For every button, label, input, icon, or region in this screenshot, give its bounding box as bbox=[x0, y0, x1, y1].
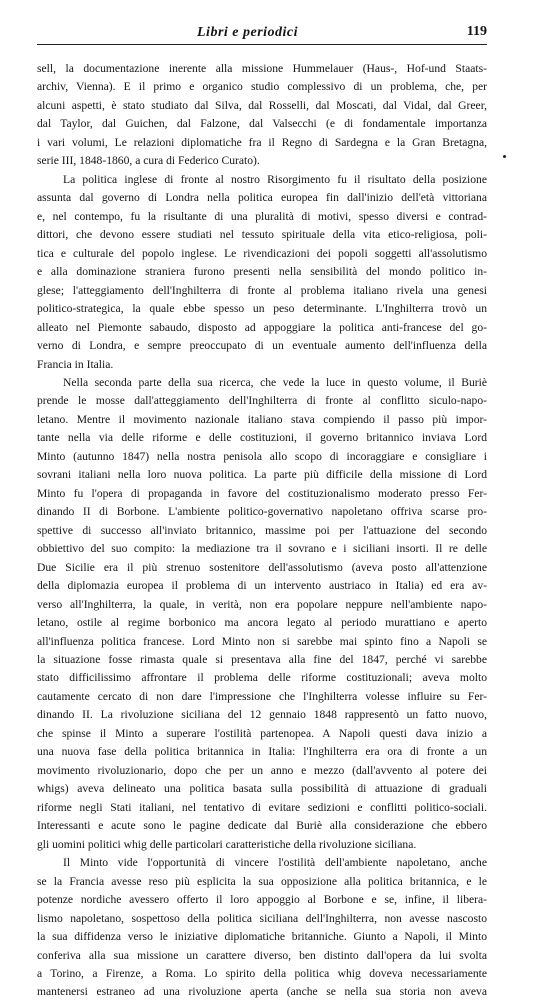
text-line: una nuova fase della politica britannica in Italia: l'Inghilterra era ora di fronte a un bbox=[37, 745, 487, 759]
text-line: letano, ostile al regime borbonico ma ancora legato al periodo murattiano e aperto bbox=[37, 616, 487, 630]
text-line: che spinse il Minto a superare l'ostilità partenopea. A Napoli questi dava inizio a bbox=[37, 726, 487, 740]
text-line: glese; l'atteggiamento dell'Inghilterra di fronte al problema italiano rivela una genesi bbox=[37, 283, 487, 297]
text-line: La politica inglese di fronte al nostro Risorgimento fu il risultato della posizione bbox=[63, 172, 487, 186]
text-line: dinando II di Borbone. L'ambiente politico-governativo napoletano offriva scarse pro- bbox=[37, 505, 487, 519]
text-line: whigs) aveva delineato una politica basata sulla possibilità di attuazione di graduali bbox=[37, 782, 487, 796]
page-number: 119 bbox=[466, 24, 487, 39]
text-line: obbiettivo del suo compito: la mediazione tra il sovrano e i siciliani insorti. Il re delle bbox=[37, 542, 487, 556]
text-line: mantenersi estraneo ad una rivoluzione aperta (anche se nella sua storia non aveva bbox=[37, 985, 487, 999]
text-line: sell, la documentazione inerente alla missione Hummelauer (Haus-, Hof-und Staats- bbox=[37, 62, 487, 75]
text-line: e, nel contempo, fu la risultante di una pluralità di motivi, spesso diversi e contrad- bbox=[37, 209, 487, 223]
text-line: stato difficilissimo affrontare il problema delle riforme costituzionali; aveva molto bbox=[37, 671, 487, 685]
text-line: i vari volumi, Le relazioni diplomatiche fra il Regno di Sardegna e la Gran Bretagna, bbox=[37, 135, 487, 149]
text-line: gli uomini politici whig delle particolari caratteristiche della rivoluzione siciliana. bbox=[37, 837, 417, 851]
text-line: cautamente cercato di non dare l'impressione che l'Inghilterra volesse influire su Fer- bbox=[37, 689, 487, 703]
text-line: della diplomazia europea il problema di un intervento austriaco in Italia) ed era av- bbox=[37, 579, 487, 593]
text-line: Due Sicilie era il più strenuo sostenitore dell'assolutismo (aveva posto all'attenzione bbox=[37, 560, 487, 574]
text-line: archiv, Vienna). E il primo e organico studio complessivo di un problema, che, per bbox=[37, 80, 487, 94]
text-line: la sua diffidenza verso le iniziative diplomatiche britanniche. Giunto a Napoli, il Minto bbox=[37, 930, 487, 944]
text-line: Francia in Italia. bbox=[37, 357, 114, 371]
text-line: movimento rivoluzionario, dopo che per un anno e mezzo (dall'avvento al potere dei bbox=[37, 763, 487, 777]
text-line: verno di Londra, e sempre preoccupato di un eventuale aumento dell'influenza della bbox=[37, 339, 487, 353]
body-text bbox=[37, 60, 487, 1002]
text-line: la situazione fosse rimasta quale si presentava alla fine del 1847, perché vi sarebbe bbox=[37, 653, 487, 666]
margin-dot-mark bbox=[503, 155, 506, 158]
text-line: Minto fu l'opera di propaganda in favore del costituzionalismo moderato presso Fer- bbox=[37, 486, 487, 500]
text-line: Nella seconda parte della sua ricerca, che vede la luce in questo volume, il Buriè bbox=[63, 375, 487, 389]
text-line: lismo napoletano, sospettoso della politica siciliana dell'Inghilterra, non avesse nascosto bbox=[37, 911, 487, 925]
text-line: dittori, che devono essere studiati nel tessuto spirituale della vita etico-religiosa, poli- bbox=[37, 228, 487, 242]
text-line: Interessanti e acute sono le pagine dedicate dal Buriè alla considerazione che ebbero bbox=[37, 819, 487, 833]
text-line: serie III, 1848-1860, a cura di Federico Curato). bbox=[37, 154, 260, 168]
text-line: se la Francia avesse reso più esplicita la sua opposizione alla politica britannica, e le bbox=[37, 874, 487, 888]
running-header bbox=[37, 22, 487, 45]
text-line: e alla dominazione straniera furono presenti nella sensibilità del mondo politico in- bbox=[37, 265, 487, 279]
text-line: alcuni aspetti, è stato studiato dal Silva, dal Rosselli, dal Moscati, dal Vidal, dal Greer, bbox=[37, 98, 487, 112]
text-line: Il Minto vide l'opportunità di vincere l'ostilità dell'ambiente napoletano, anche bbox=[63, 856, 487, 870]
text-line: Minto (autunno 1847) nella nostra penisola allo scopo di incoraggiare e consigliare i bbox=[37, 449, 487, 463]
text-line: tante nella via delle riforme e delle costituzioni, il governo britannico inviava Lord bbox=[37, 431, 487, 445]
text-line: prende le mosse dall'atteggiamento dell'Inghilterra di fronte al conflitto siculo-napo- bbox=[37, 394, 487, 408]
text-line: dal Taylor, dal Guichen, dal Falzone, dal Valsecchi (e di fondamentale importanza bbox=[37, 117, 487, 131]
text-line: conferiva alla sua missione un carattere diverso, ben distinto dall'opera da lui svolta bbox=[37, 948, 487, 962]
running-title: Libri e periodici bbox=[197, 25, 299, 40]
text-line: spettive di successo all'inviato britannico, massime poi per l'attuazione del secondo bbox=[37, 523, 487, 537]
text-line: tica e culturale del popolo inglese. Le rivendicazioni dei popoli soggetti all'assolutismo bbox=[37, 246, 487, 260]
text-line: assunta dal governo di Londra nella politica europea fin dall'inizio dell'età vittoriana bbox=[37, 191, 487, 205]
text-line: alleato nel Piemonte sabaudo, disposto ad appoggiare la politica anti-francese del go- bbox=[37, 320, 487, 334]
text-line: riforme negli Stati italiani, nel tentativo di evitare sedizioni e conflitti politico-sociali. bbox=[37, 800, 487, 814]
text-line: a Torino, a Firenze, a Roma. Lo spirito della politica whig doveva necessariamente bbox=[37, 966, 487, 980]
text-line: sovrani italiani nella loro nuova politica. La parte più difficile della missione di Lord bbox=[37, 468, 487, 482]
text-line: potenze nordiche avessero offerto il loro appoggio al Borbone e se, infine, il libera- bbox=[37, 893, 487, 907]
text-line: all'influenza politica francese. Lord Minto non si sarebbe mai spinto fino a Napoli se bbox=[37, 634, 487, 648]
text-line: politico-strategica, la quale ebbe spesso un peso determinante. L'Inghilterra trovò un bbox=[37, 302, 487, 316]
text-line: dinando II. La rivoluzione siciliana del 12 gennaio 1848 rappresentò un fatto nuovo, bbox=[37, 708, 487, 722]
text-line: verso all'Inghilterra, la quale, in verità, non era popolare neppure nell'ambiente napo- bbox=[37, 597, 487, 611]
text-line: letano. Mentre il movimento nazionale italiano stava compiendo il passo più impor- bbox=[37, 412, 487, 426]
